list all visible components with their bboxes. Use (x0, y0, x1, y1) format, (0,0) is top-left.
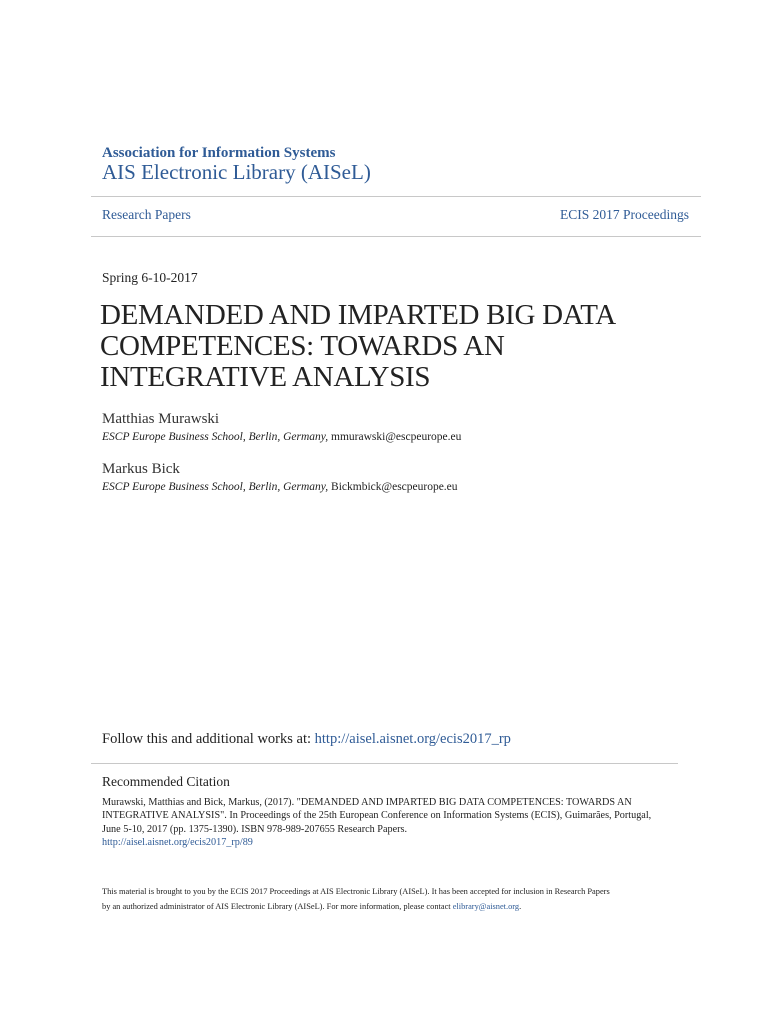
research-papers-link[interactable]: Research Papers (102, 207, 191, 222)
footer-line: This material is brought to you by the ECIS 2017 Proceedings at AIS Electronic Library (AISeL). It has been accepted for inclusion in Research Papers (102, 887, 610, 896)
author-email: mmurawski@escpeurope.eu (331, 431, 462, 443)
contact-email-link[interactable]: elibrary@aisnet.org (452, 902, 520, 911)
library-name[interactable]: AIS Electronic Library (AISeL) (102, 160, 371, 184)
paper-title-line: COMPETENCES: TOWARDS AN (100, 330, 505, 362)
ecis-proceedings-link[interactable]: ECIS 2017 Proceedings (560, 207, 689, 222)
nav-rule (91, 236, 701, 237)
citation-line: June 5-10, 2017 (pp. 1375-1390). ISBN 978-989-207655 Research Papers. (102, 823, 408, 835)
footer-end: . (519, 902, 522, 911)
author-affiliation (102, 431, 461, 443)
author-name: Matthias Murawski (102, 411, 220, 427)
paper-title-line: INTEGRATIVE ANALYSIS (100, 361, 431, 393)
citation-line: Murawski, Matthias and Bick, Markus, (2017). "DEMANDED AND IMPARTED BIG DATA COMPETENCES: TOWARDS AN (102, 797, 632, 808)
author-affiliation (102, 481, 458, 493)
follow-url-link[interactable]: http://aisel.aisnet.org/ecis2017_rp (314, 731, 511, 747)
citation-url-link[interactable]: http://aisel.aisnet.org/ecis2017_rp/89 (102, 836, 253, 848)
follow-line (102, 731, 511, 748)
paper-title-line: DEMANDED AND IMPARTED BIG DATA (100, 299, 616, 331)
citation-line: INTEGRATIVE ANALYSIS". In Proceedings of the 25th European Conference on Information Systems (ECIS), Guimarães, Portugal, (102, 810, 652, 822)
citation-heading: Recommended Citation (102, 774, 230, 789)
author-email: Bickmbick@escpeurope.eu (331, 481, 458, 493)
follow-label: Follow this and additional works at: (102, 731, 312, 747)
footer-line (102, 899, 702, 914)
citation-body (102, 796, 682, 849)
author-name: Markus Bick (102, 461, 180, 477)
affiliation-text: ESCP Europe Business School, Berlin, Germany, (102, 481, 329, 493)
footer-notice (102, 884, 702, 914)
citation-rule (91, 763, 678, 764)
footer-text: by an authorized administrator of AIS Electronic Library (AISeL). For more information, please contact (102, 902, 451, 911)
paper-title (100, 300, 660, 393)
affiliation-text: ESCP Europe Business School, Berlin, Germany, (102, 431, 329, 443)
org-name[interactable]: Association for Information Systems (102, 145, 336, 161)
publication-date: Spring 6-10-2017 (102, 270, 198, 285)
header-rule (91, 196, 701, 197)
